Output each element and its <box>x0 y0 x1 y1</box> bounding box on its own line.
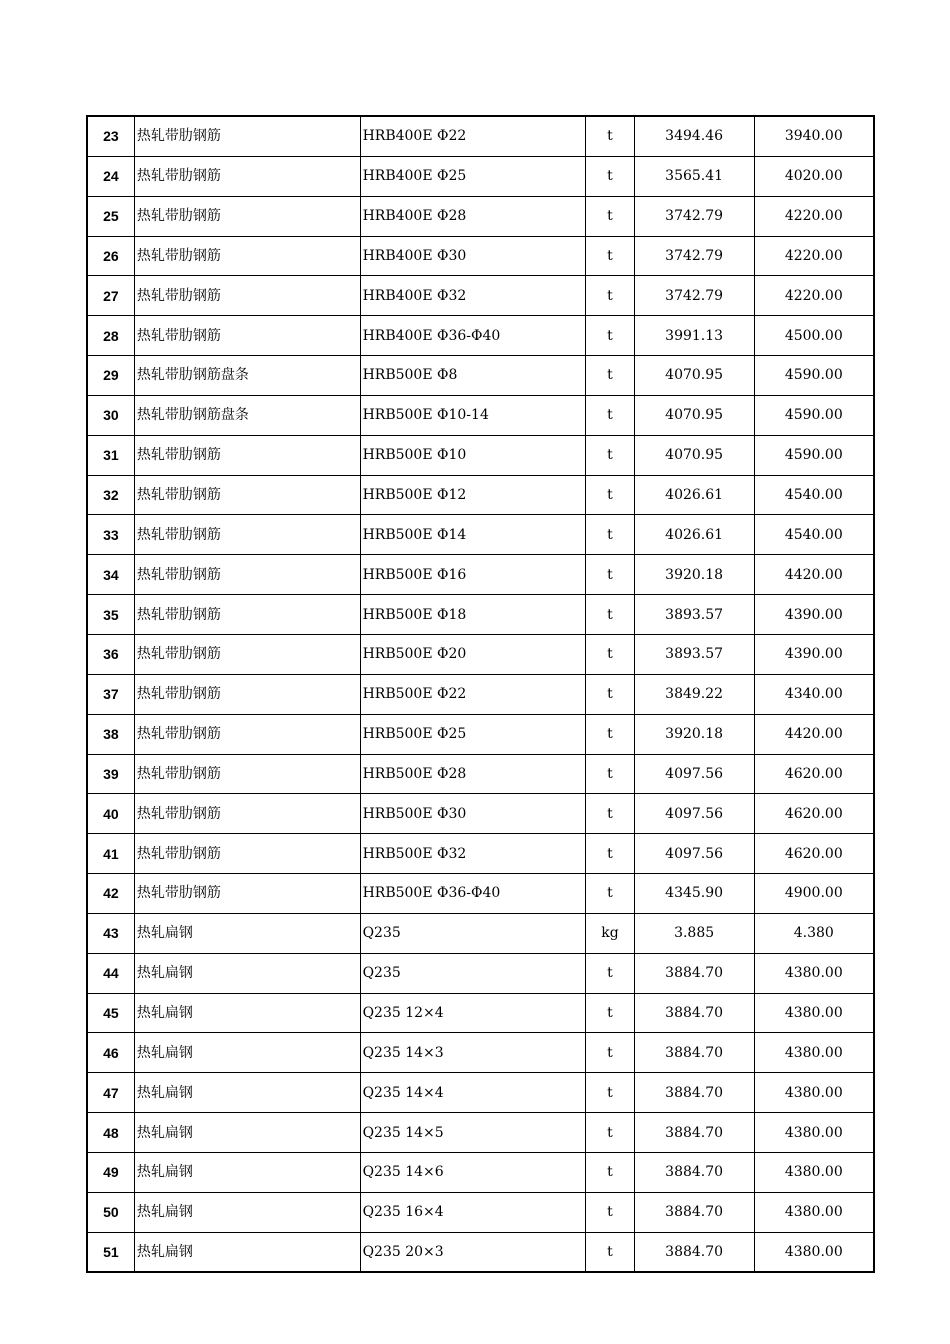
price-excluding-tax-cell: 4097.56 <box>634 754 754 794</box>
material-name-cell: 热轧带肋钢筋 <box>134 116 360 156</box>
material-spec-cell: HRB500E Φ8 <box>360 356 586 396</box>
unit-cell: t <box>586 236 634 276</box>
price-excluding-tax-cell: 3849.22 <box>634 674 754 714</box>
unit-cell: t <box>586 1073 634 1113</box>
table-row <box>87 953 874 993</box>
row-number-cell: 32 <box>87 475 134 515</box>
table-row <box>87 395 874 435</box>
row-number-cell: 27 <box>87 276 134 316</box>
material-name-cell: 热轧扁钢 <box>134 1033 360 1073</box>
price-including-tax-cell: 4380.00 <box>754 1232 874 1272</box>
price-including-tax-cell: 4380.00 <box>754 1073 874 1113</box>
price-including-tax-cell: 4590.00 <box>754 356 874 396</box>
price-including-tax-cell: 4220.00 <box>754 196 874 236</box>
table-row <box>87 356 874 396</box>
material-spec-cell: Q235 14×5 <box>360 1113 586 1153</box>
row-number-cell: 46 <box>87 1033 134 1073</box>
unit-cell: t <box>586 1232 634 1272</box>
material-name-cell: 热轧带肋钢筋 <box>134 595 360 635</box>
row-number-cell: 33 <box>87 515 134 555</box>
unit-cell: t <box>586 993 634 1033</box>
unit-cell: t <box>586 555 634 595</box>
table-row <box>87 1192 874 1232</box>
price-including-tax-cell: 4620.00 <box>754 754 874 794</box>
material-spec-cell: Q235 16×4 <box>360 1192 586 1232</box>
material-spec-cell: HRB500E Φ22 <box>360 674 586 714</box>
material-spec-cell: Q235 <box>360 913 586 953</box>
unit-cell: t <box>586 634 634 674</box>
unit-cell: t <box>586 834 634 874</box>
price-including-tax-cell: 4020.00 <box>754 156 874 196</box>
unit-cell: t <box>586 395 634 435</box>
material-spec-cell: HRB500E Φ12 <box>360 475 586 515</box>
price-excluding-tax-cell: 3893.57 <box>634 595 754 635</box>
price-including-tax-cell: 4380.00 <box>754 953 874 993</box>
material-name-cell: 热轧带肋钢筋盘条 <box>134 395 360 435</box>
table-row <box>87 475 874 515</box>
material-spec-cell: HRB500E Φ36-Φ40 <box>360 874 586 914</box>
material-name-cell: 热轧带肋钢筋 <box>134 196 360 236</box>
row-number-cell: 28 <box>87 316 134 356</box>
row-number-cell: 45 <box>87 993 134 1033</box>
table-row <box>87 1073 874 1113</box>
price-excluding-tax-cell: 4097.56 <box>634 834 754 874</box>
material-name-cell: 热轧带肋钢筋 <box>134 794 360 834</box>
material-spec-cell: HRB400E Φ36-Φ40 <box>360 316 586 356</box>
price-including-tax-cell: 4340.00 <box>754 674 874 714</box>
price-excluding-tax-cell: 3991.13 <box>634 316 754 356</box>
price-including-tax-cell: 4380.00 <box>754 993 874 1033</box>
price-including-tax-cell: 4540.00 <box>754 515 874 555</box>
table-row <box>87 1152 874 1192</box>
material-name-cell: 热轧扁钢 <box>134 913 360 953</box>
material-spec-cell: HRB500E Φ20 <box>360 634 586 674</box>
price-including-tax-cell: 4540.00 <box>754 475 874 515</box>
material-spec-cell: HRB500E Φ10-14 <box>360 395 586 435</box>
unit-cell: t <box>586 953 634 993</box>
price-excluding-tax-cell: 3565.41 <box>634 156 754 196</box>
unit-cell: t <box>586 316 634 356</box>
row-number-cell: 34 <box>87 555 134 595</box>
price-excluding-tax-cell: 3742.79 <box>634 196 754 236</box>
material-spec-cell: HRB400E Φ32 <box>360 276 586 316</box>
table-row <box>87 515 874 555</box>
price-including-tax-cell: 4380.00 <box>754 1192 874 1232</box>
material-name-cell: 热轧带肋钢筋 <box>134 316 360 356</box>
material-spec-cell: HRB400E Φ30 <box>360 236 586 276</box>
table-row <box>87 634 874 674</box>
row-number-cell: 42 <box>87 874 134 914</box>
price-excluding-tax-cell: 3742.79 <box>634 236 754 276</box>
table-row <box>87 794 874 834</box>
price-including-tax-cell: 4620.00 <box>754 794 874 834</box>
material-spec-cell: HRB500E Φ32 <box>360 834 586 874</box>
unit-cell: t <box>586 1192 634 1232</box>
price-excluding-tax-cell: 3884.70 <box>634 1192 754 1232</box>
unit-cell: kg <box>586 913 634 953</box>
material-name-cell: 热轧带肋钢筋 <box>134 515 360 555</box>
material-name-cell: 热轧带肋钢筋 <box>134 674 360 714</box>
unit-cell: t <box>586 356 634 396</box>
material-name-cell: 热轧带肋钢筋 <box>134 236 360 276</box>
row-number-cell: 51 <box>87 1232 134 1272</box>
material-spec-cell: HRB400E Φ25 <box>360 156 586 196</box>
table-row <box>87 754 874 794</box>
material-name-cell: 热轧扁钢 <box>134 993 360 1033</box>
material-name-cell: 热轧带肋钢筋 <box>134 475 360 515</box>
table-row <box>87 555 874 595</box>
price-including-tax-cell: 3940.00 <box>754 116 874 156</box>
material-name-cell: 热轧带肋钢筋 <box>134 834 360 874</box>
material-spec-cell: Q235 <box>360 953 586 993</box>
price-including-tax-cell: 4420.00 <box>754 714 874 754</box>
material-spec-cell: HRB500E Φ28 <box>360 754 586 794</box>
material-spec-cell: HRB500E Φ30 <box>360 794 586 834</box>
table-row <box>87 1033 874 1073</box>
row-number-cell: 37 <box>87 674 134 714</box>
table-row <box>87 116 874 156</box>
table-row <box>87 236 874 276</box>
price-excluding-tax-cell: 4070.95 <box>634 356 754 396</box>
material-name-cell: 热轧带肋钢筋 <box>134 874 360 914</box>
material-name-cell: 热轧带肋钢筋 <box>134 555 360 595</box>
row-number-cell: 39 <box>87 754 134 794</box>
unit-cell: t <box>586 515 634 555</box>
table-row <box>87 435 874 475</box>
row-number-cell: 26 <box>87 236 134 276</box>
material-price-table <box>86 115 875 1273</box>
price-excluding-tax-cell: 4026.61 <box>634 515 754 555</box>
material-spec-cell: HRB500E Φ16 <box>360 555 586 595</box>
price-including-tax-cell: 4390.00 <box>754 595 874 635</box>
row-number-cell: 43 <box>87 913 134 953</box>
row-number-cell: 41 <box>87 834 134 874</box>
row-number-cell: 25 <box>87 196 134 236</box>
price-including-tax-cell: 4380.00 <box>754 1033 874 1073</box>
price-including-tax-cell: 4220.00 <box>754 276 874 316</box>
material-spec-cell: HRB500E Φ25 <box>360 714 586 754</box>
unit-cell: t <box>586 874 634 914</box>
row-number-cell: 50 <box>87 1192 134 1232</box>
material-name-cell: 热轧扁钢 <box>134 1113 360 1153</box>
unit-cell: t <box>586 116 634 156</box>
price-excluding-tax-cell: 3884.70 <box>634 1033 754 1073</box>
price-excluding-tax-cell: 4345.90 <box>634 874 754 914</box>
price-excluding-tax-cell: 3920.18 <box>634 555 754 595</box>
material-name-cell: 热轧扁钢 <box>134 1192 360 1232</box>
price-including-tax-cell: 4590.00 <box>754 395 874 435</box>
table-row <box>87 196 874 236</box>
material-spec-cell: Q235 14×3 <box>360 1033 586 1073</box>
table-body <box>87 116 874 1272</box>
row-number-cell: 31 <box>87 435 134 475</box>
price-excluding-tax-cell: 3893.57 <box>634 634 754 674</box>
unit-cell: t <box>586 794 634 834</box>
price-excluding-tax-cell: 3884.70 <box>634 1152 754 1192</box>
material-name-cell: 热轧带肋钢筋盘条 <box>134 356 360 396</box>
material-name-cell: 热轧带肋钢筋 <box>134 156 360 196</box>
price-excluding-tax-cell: 3884.70 <box>634 1113 754 1153</box>
material-spec-cell: Q235 20×3 <box>360 1232 586 1272</box>
price-including-tax-cell: 4380.00 <box>754 1152 874 1192</box>
price-excluding-tax-cell: 3884.70 <box>634 1073 754 1113</box>
unit-cell: t <box>586 156 634 196</box>
table-row <box>87 156 874 196</box>
price-excluding-tax-cell: 3.885 <box>634 913 754 953</box>
row-number-cell: 24 <box>87 156 134 196</box>
price-excluding-tax-cell: 4026.61 <box>634 475 754 515</box>
table-row <box>87 913 874 953</box>
price-including-tax-cell: 4380.00 <box>754 1113 874 1153</box>
price-including-tax-cell: 4900.00 <box>754 874 874 914</box>
material-name-cell: 热轧带肋钢筋 <box>134 714 360 754</box>
table-row <box>87 1232 874 1272</box>
row-number-cell: 29 <box>87 356 134 396</box>
row-number-cell: 48 <box>87 1113 134 1153</box>
row-number-cell: 47 <box>87 1073 134 1113</box>
material-spec-cell: Q235 12×4 <box>360 993 586 1033</box>
table-row <box>87 834 874 874</box>
table-row <box>87 993 874 1033</box>
price-excluding-tax-cell: 3884.70 <box>634 1232 754 1272</box>
material-spec-cell: Q235 14×6 <box>360 1152 586 1192</box>
price-including-tax-cell: 4590.00 <box>754 435 874 475</box>
material-name-cell: 热轧扁钢 <box>134 1152 360 1192</box>
unit-cell: t <box>586 754 634 794</box>
table-row <box>87 595 874 635</box>
price-excluding-tax-cell: 4070.95 <box>634 395 754 435</box>
unit-cell: t <box>586 196 634 236</box>
table-row <box>87 276 874 316</box>
material-spec-cell: HRB400E Φ22 <box>360 116 586 156</box>
material-name-cell: 热轧扁钢 <box>134 1232 360 1272</box>
price-excluding-tax-cell: 3742.79 <box>634 276 754 316</box>
unit-cell: t <box>586 674 634 714</box>
price-excluding-tax-cell: 3920.18 <box>634 714 754 754</box>
unit-cell: t <box>586 714 634 754</box>
table-row <box>87 874 874 914</box>
row-number-cell: 38 <box>87 714 134 754</box>
price-including-tax-cell: 4420.00 <box>754 555 874 595</box>
row-number-cell: 23 <box>87 116 134 156</box>
material-spec-cell: HRB500E Φ18 <box>360 595 586 635</box>
price-including-tax-cell: 4620.00 <box>754 834 874 874</box>
material-spec-cell: HRB500E Φ10 <box>360 435 586 475</box>
row-number-cell: 36 <box>87 634 134 674</box>
row-number-cell: 40 <box>87 794 134 834</box>
row-number-cell: 44 <box>87 953 134 993</box>
unit-cell: t <box>586 1113 634 1153</box>
price-excluding-tax-cell: 4097.56 <box>634 794 754 834</box>
table-row <box>87 714 874 754</box>
unit-cell: t <box>586 1152 634 1192</box>
row-number-cell: 35 <box>87 595 134 635</box>
price-including-tax-cell: 4500.00 <box>754 316 874 356</box>
table-row <box>87 316 874 356</box>
row-number-cell: 49 <box>87 1152 134 1192</box>
price-excluding-tax-cell: 4070.95 <box>634 435 754 475</box>
price-excluding-tax-cell: 3494.46 <box>634 116 754 156</box>
material-name-cell: 热轧带肋钢筋 <box>134 754 360 794</box>
material-spec-cell: HRB400E Φ28 <box>360 196 586 236</box>
material-name-cell: 热轧带肋钢筋 <box>134 634 360 674</box>
price-excluding-tax-cell: 3884.70 <box>634 993 754 1033</box>
price-including-tax-cell: 4.380 <box>754 913 874 953</box>
table-row <box>87 1113 874 1153</box>
unit-cell: t <box>586 595 634 635</box>
price-excluding-tax-cell: 3884.70 <box>634 953 754 993</box>
unit-cell: t <box>586 276 634 316</box>
table-row <box>87 674 874 714</box>
material-spec-cell: Q235 14×4 <box>360 1073 586 1113</box>
material-name-cell: 热轧带肋钢筋 <box>134 276 360 316</box>
material-name-cell: 热轧扁钢 <box>134 953 360 993</box>
material-name-cell: 热轧扁钢 <box>134 1073 360 1113</box>
row-number-cell: 30 <box>87 395 134 435</box>
material-spec-cell: HRB500E Φ14 <box>360 515 586 555</box>
material-name-cell: 热轧带肋钢筋 <box>134 435 360 475</box>
unit-cell: t <box>586 1033 634 1073</box>
unit-cell: t <box>586 435 634 475</box>
price-including-tax-cell: 4390.00 <box>754 634 874 674</box>
price-including-tax-cell: 4220.00 <box>754 236 874 276</box>
unit-cell: t <box>586 475 634 515</box>
